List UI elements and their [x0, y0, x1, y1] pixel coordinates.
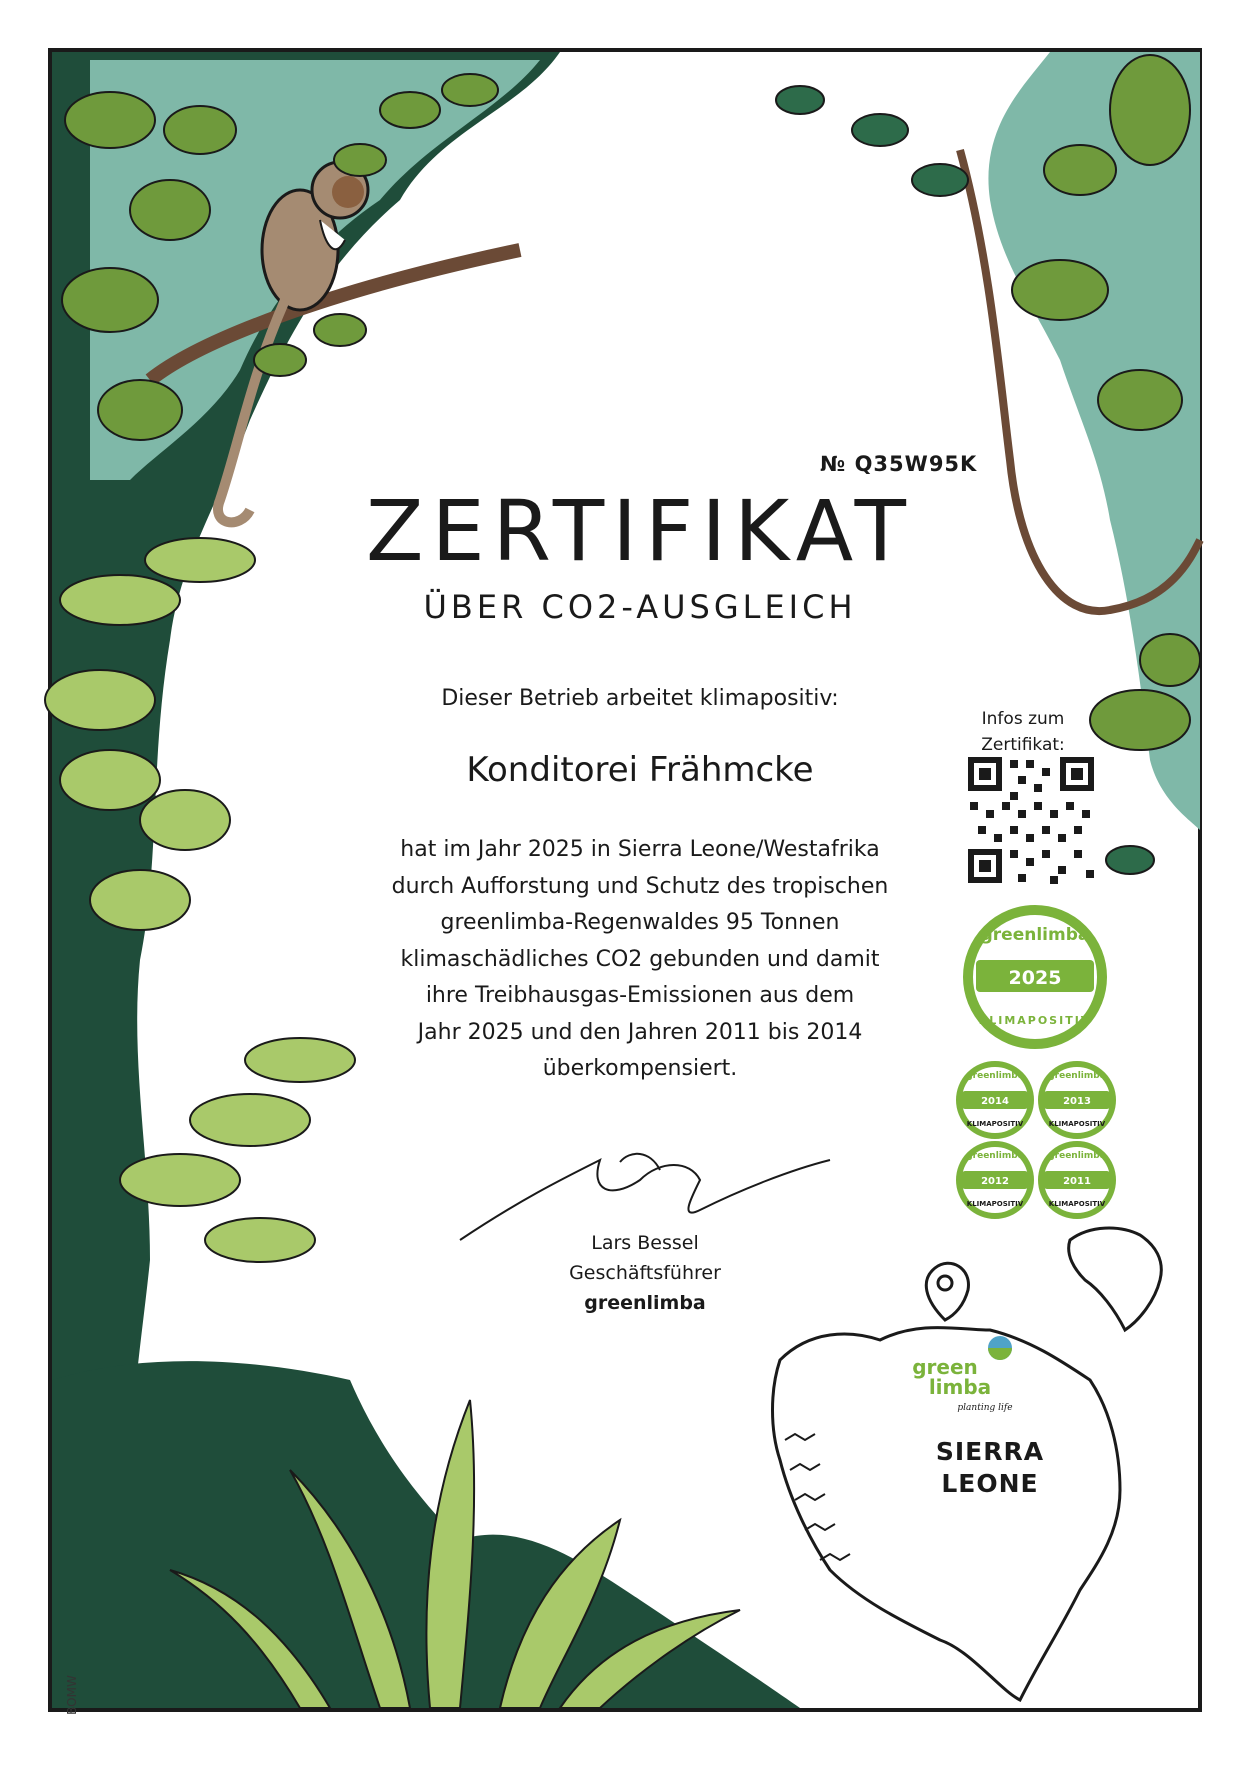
country-line1: SIERRA	[935, 1437, 1045, 1466]
map-logo-line2: limba	[928, 1375, 992, 1399]
company-name: Konditorei Frähmcke	[466, 750, 814, 790]
badge-small-caption: KLIMAPOSITIV	[966, 1200, 1024, 1208]
badge-small-brand: greenlimba	[966, 1071, 1024, 1081]
badge-small-year: 2012	[981, 1176, 1009, 1187]
badge-small-brand: greenlimba	[966, 1151, 1024, 1161]
qr-code	[966, 755, 1096, 885]
body-line: überkompensiert.	[542, 1056, 738, 1081]
body-line: hat im Jahr 2025 in Sierra Leone/Westafrika	[400, 837, 880, 862]
badge-small-caption: KLIMAPOSITIV	[1048, 1120, 1106, 1128]
intro-text: Dieser Betrieb arbeitet klimapositiv:	[441, 686, 839, 711]
africa-outline-icon	[1069, 1228, 1162, 1330]
certificate-subtitle: ÜBER CO2-AUSGLEICH	[423, 588, 857, 626]
map-logo-line1: green	[912, 1355, 978, 1379]
signatory-block	[510, 1228, 780, 1318]
badge-small-year: 2014	[981, 1096, 1009, 1107]
signatory-role: Geschäftsführer	[569, 1262, 721, 1284]
certificate-number: № Q35W95K	[820, 452, 978, 476]
badge-small-year: 2013	[1063, 1096, 1091, 1107]
location-pin-icon	[926, 1263, 968, 1320]
greenlimba-logo	[988, 1336, 1012, 1360]
signatory-org: greenlimba	[584, 1292, 706, 1314]
badge-main-brand: greenlimba	[980, 925, 1090, 945]
body-line: Jahr 2025 und den Jahren 2011 bis 2014	[417, 1019, 863, 1045]
badge-main-caption: KLIMAPOSITIV	[978, 1014, 1092, 1027]
badge-small-brand: greenlimba	[1048, 1071, 1106, 1081]
signatory-name: Lars Bessel	[591, 1232, 699, 1254]
map-country-label	[905, 1436, 1075, 1500]
body-line: klimaschädliches CO2 gebunden und damit	[400, 946, 880, 972]
qr-label-line1: Infos zum	[981, 709, 1065, 729]
badge-small-year: 2011	[1063, 1176, 1091, 1187]
country-line2: LEONE	[941, 1469, 1039, 1498]
badge-small-caption: KLIMAPOSITIV	[1048, 1200, 1106, 1208]
body-line: ihre Treibhausgas-Emissionen aus dem	[425, 983, 855, 1008]
badge-small-caption: KLIMAPOSITIV	[966, 1120, 1024, 1128]
badge-small-brand: greenlimba	[1048, 1151, 1106, 1161]
badge-main-year: 2025	[1008, 967, 1062, 989]
certificate-title: ZERTIFIKAT	[366, 482, 914, 580]
map-logo-tagline: planting life	[957, 1403, 1013, 1413]
qr-label	[948, 706, 1098, 758]
artist-signature: BOMW	[64, 1675, 79, 1715]
body-line: durch Aufforstung und Schutz des tropischen	[391, 873, 889, 899]
certificate-body	[340, 832, 940, 1088]
body-line: greenlimba-Regenwaldes 95 Tonnen	[440, 910, 840, 935]
qr-label-line2: Zertifikat:	[981, 735, 1065, 755]
